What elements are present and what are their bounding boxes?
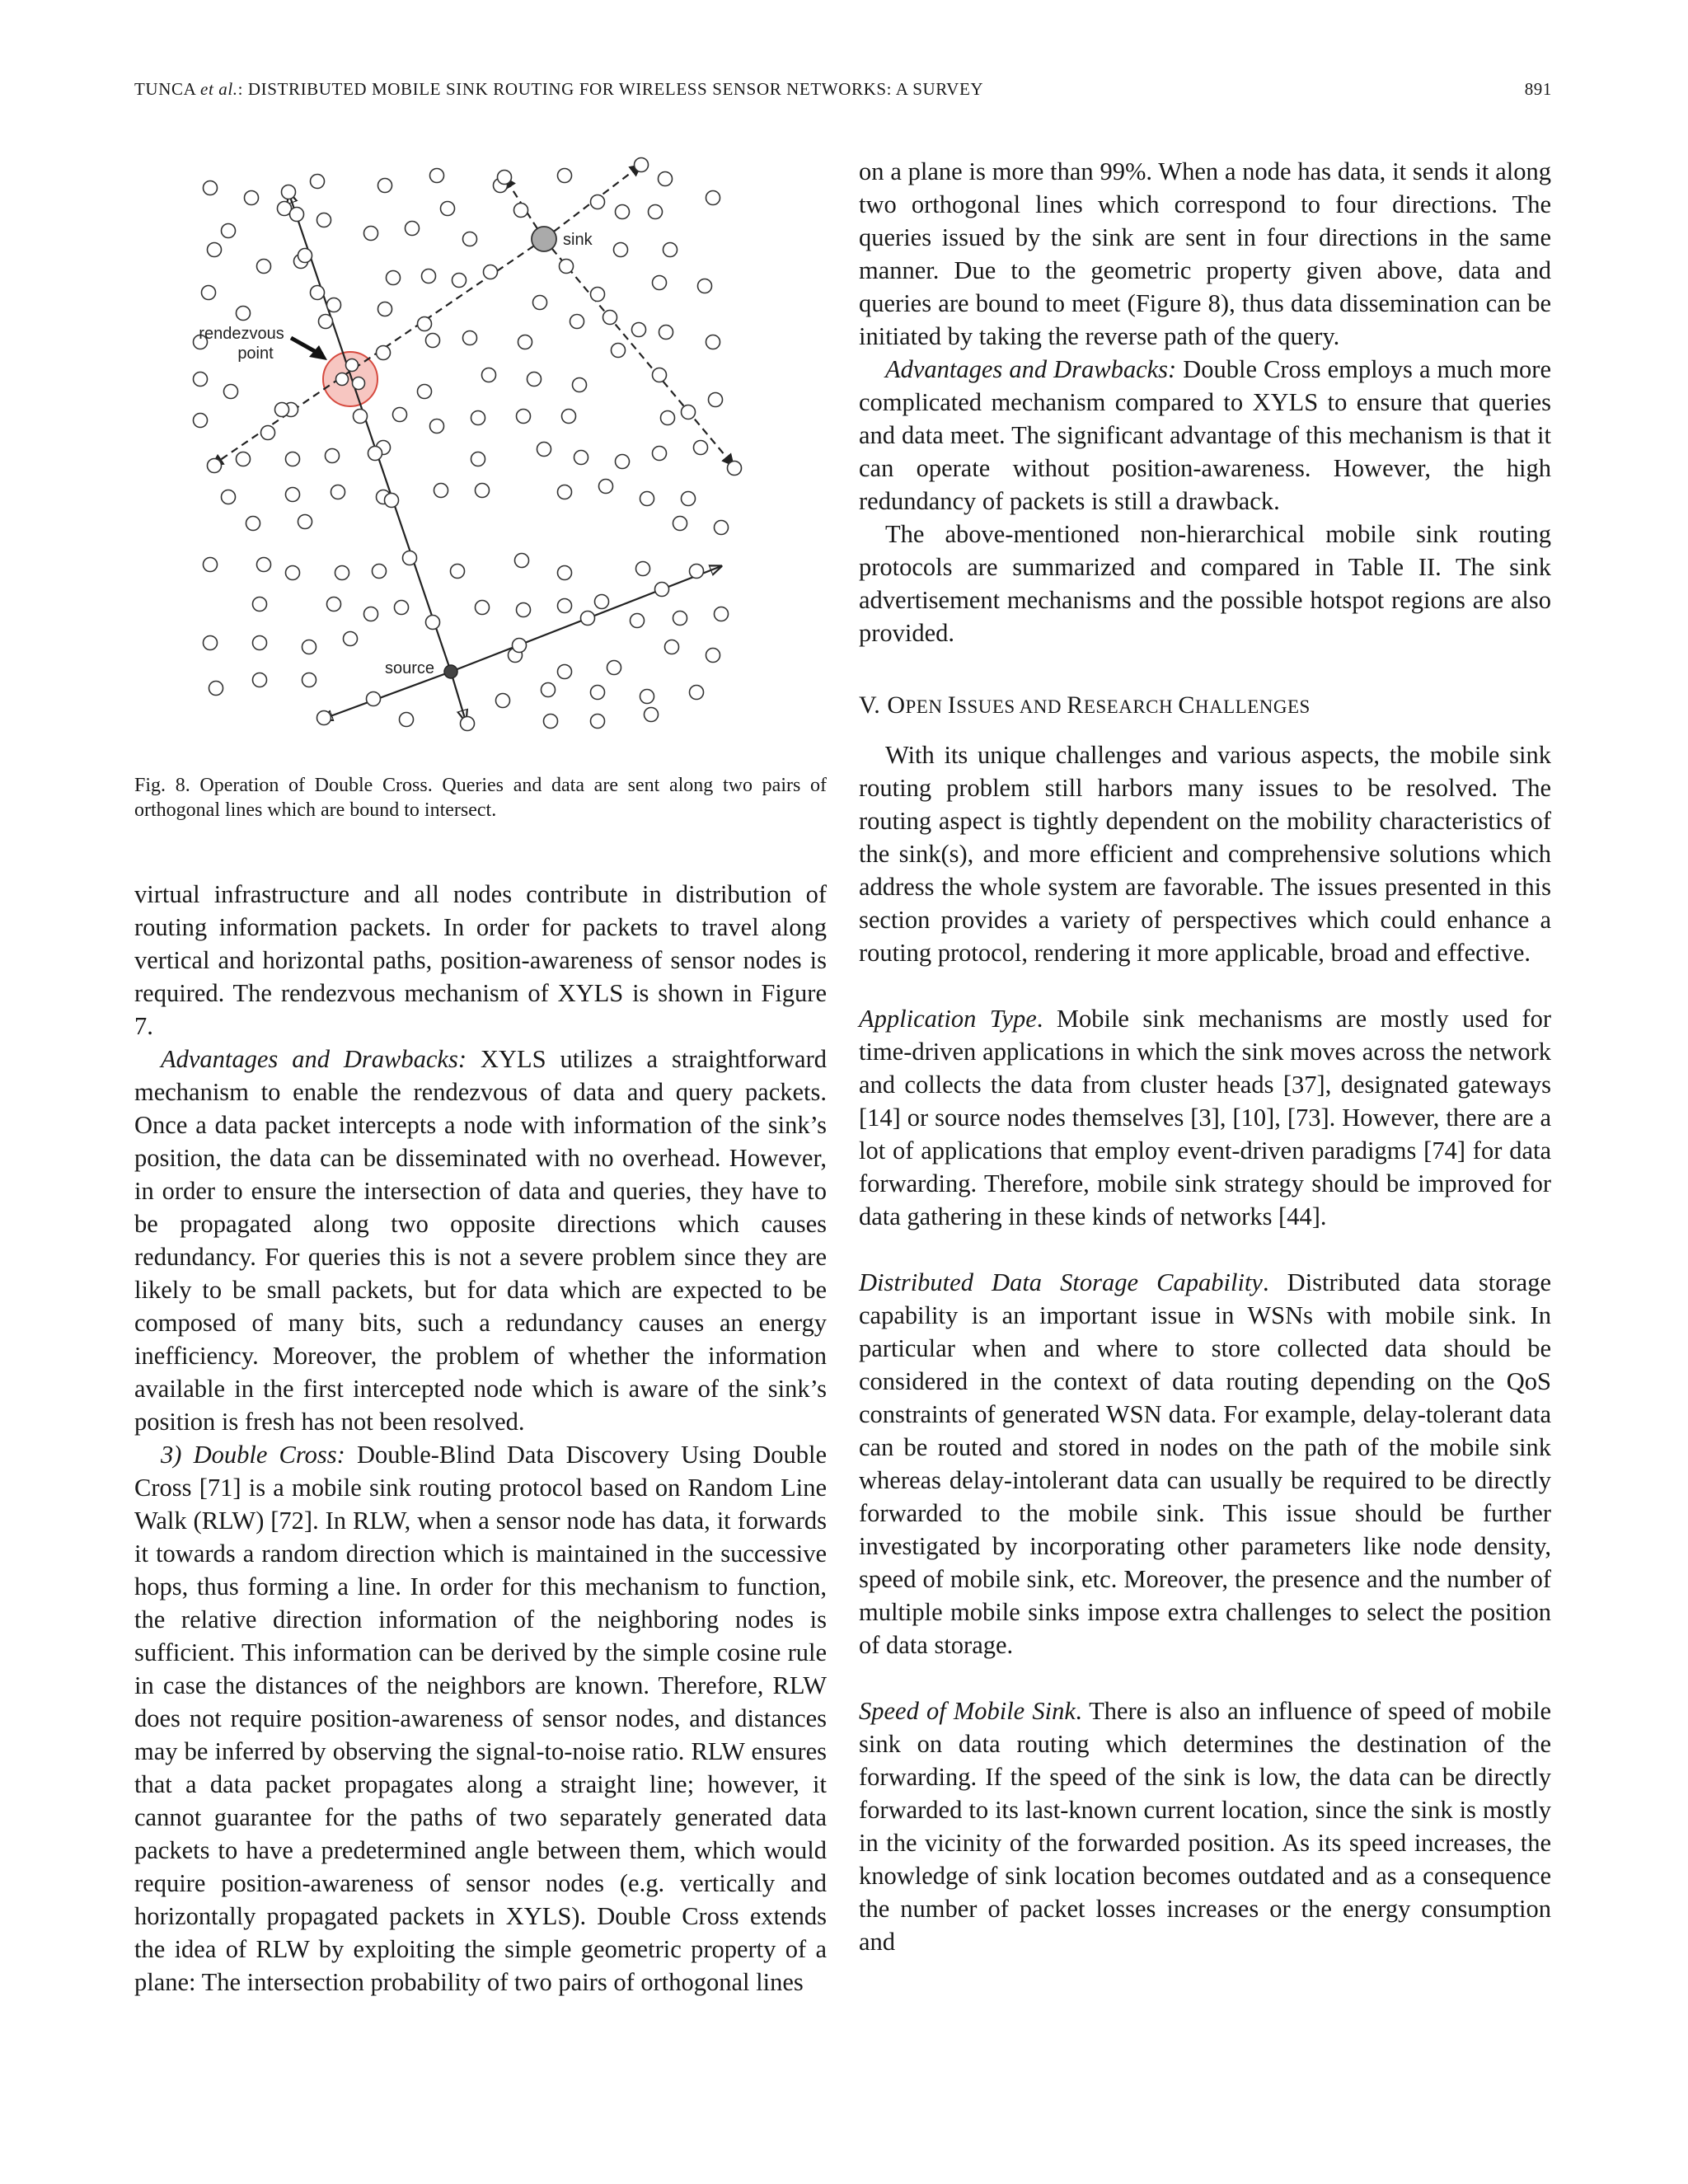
speed-of-sink-heading: Speed of Mobile Sink (859, 1697, 1076, 1725)
sink-node (532, 227, 556, 251)
figure-8 (185, 152, 779, 738)
left-column (134, 878, 827, 1999)
right-paragraph-7 (859, 1694, 1551, 1958)
running-title (134, 79, 983, 100)
double-cross-diagram (185, 152, 779, 738)
sc-rest-4: HALLENGES (1194, 696, 1311, 717)
sensor-nodes (194, 158, 742, 731)
sink-label: sink (563, 231, 593, 249)
data-line-north (288, 192, 451, 672)
left-p2-heading: Advantages and Drawbacks: (161, 1045, 467, 1073)
source-label: source (385, 659, 435, 677)
distributed-storage-heading: Distributed Data Storage Capability (859, 1268, 1263, 1296)
right-p2-body: Double Cross employs a much more complicated mechanism compared to XYLS to ensure that queries and data meet. The significant advantage of this mechanism is that it can operate without position-awareness. However, the high redundancy of packets is still a drawback. (859, 355, 1551, 515)
left-paragraph-2 (134, 1043, 827, 1438)
right-p2-heading: Advantages and Drawbacks: (885, 355, 1177, 383)
right-p7-body: . There is also an influence of speed of mobile sink on data routing which determines the destination of the forwarding. If the speed of the sink is low, the data can be directly forwarded to its last-known current location, since the sink is mostly in the vicinity of the forwarded position. As its speed increases, the knowledge of sink location becomes outdated and as a consequence the number of packet losses increases or the energy consumption and (859, 1697, 1551, 1956)
rendezvous-label-line2: point (237, 344, 274, 363)
right-column (859, 155, 1551, 1958)
left-p3-heading: 3) Double Cross: (161, 1441, 345, 1469)
left-p2-body: XYLS utilizes a straightforward mechanism to enable the rendezvous of data and query packets. Once a data packet intercepts a node with information of the sink’s position, the data can be disseminated with no overhead. However, in order to ensure the intersection of data and queries, they have to be propagated along two opposite directions which causes redundancy. For queries this is not a severe problem since they are likely to be small packets, but for data which are expected to be composed of many bits, such a redundancy causes an energy inefficiency. Moreover, the problem of whether the information available in the first intercepted node which is aware of the sink’s position is fresh has not been resolved. (134, 1045, 827, 1436)
sc-cap-3: R (1067, 691, 1084, 719)
data-line-west (321, 672, 451, 719)
sc-rest-1: PEN (905, 696, 948, 717)
sc-rest-3: ESEARCH (1083, 696, 1179, 717)
right-paragraph-1: on a plane is more than 99%. When a node has data, it sends it along two orthogonal lines which correspond to four directions. The queries issued by the sink are sent in four directions in the same manner. Due to the geometric property given above, data and queries are bound to meet (Figure 8), thus data dissemination can be initiated by taking the reverse path of the query. (859, 157, 1551, 350)
right-paragraph-3: The above-mentioned non-hierarchical mobile sink routing protocols are summarized and compared in Table II. The sink advertisement mechanisms and the possible hotspot regions are also provided. (859, 520, 1551, 647)
right-paragraph-5 (859, 1002, 1551, 1233)
right-p5-body: . Mobile sink mechanisms are mostly used for time-driven applications in which the sink moves across the network and collects the data from cluster heads [37], designated gateways [14] or source nodes themselves [3], [10], [73]. However, there are a lot of applications that employ event-driven paradigms [74] for data forwarding. Therefore, mobile sink strategy should be improved for data gathering in these kinds of networks [44]. (859, 1005, 1552, 1230)
data-line-south (451, 672, 466, 721)
header-title: : DISTRIBUTED MOBILE SINK ROUTING FOR WIRELESS SENSOR NETWORKS: A SURVEY (237, 79, 984, 99)
sc-rest-2: SSUES AND (956, 696, 1067, 717)
left-paragraph-3 (134, 1438, 827, 1999)
header-etal: et al. (200, 79, 238, 99)
sc-cap-2: I (947, 691, 957, 719)
right-paragraph-2 (859, 353, 1551, 518)
left-p3-body: Double-Blind Data Discovery Using Double Cross [71] is a mobile sink routing protocol based on Random Line Walk (RLW) [72]. In RLW, when a sensor node has data, it forwards it towards a random direction which is maintained in the successive hops, thus forming a line. In order for this mechanism to function, the relative direction information of the neighboring nodes is sufficient. This information can be derived by the simple cosine rule in case the distances of the neighbors are known. Therefore, RLW does not require position-awareness of sensor nodes, and distances may be inferred by observing the signal-to-noise ratio. RLW ensures that a data packet propagates along a straight line; however, it cannot guarantee for the paths of two separately generated data packets to have a predetermined angle between them, which would require position-awareness of sensor nodes (e.g. vertically and horizontally propagated packets in XYLS). Double Cross extends the idea of RLW by exploiting the simple geometric property of a plane: The intersection probability of two pairs of orthogonal lines (134, 1441, 827, 1996)
sc-cap-4: C (1178, 691, 1195, 719)
right-paragraph-4: With its unique challenges and various aspects, the mobile sink routing problem still harbors many issues to be resolved. The routing aspect is tightly dependent on the mobility characteristics of the sink(s), and more efficient and comprehensive solutions which address the whole system are favorable. The issues presented in this section provides a variety of perspectives which could enhance a routing protocol, rendering it more applicable, broad and effective. (859, 741, 1551, 967)
left-paragraph-1: virtual infrastructure and all nodes contribute in distribution of routing information packets. In order for packets to travel along vertical and horizontal paths, position-awareness of sensor nodes is required. The rendezvous mechanism of XYLS is shown in Figure 7. (134, 880, 827, 1040)
rendezvous-label-line1: rendezvous (199, 325, 284, 343)
application-type-heading: Application Type (859, 1005, 1037, 1033)
header-authors: TUNCA (134, 79, 201, 99)
figure-caption: Fig. 8. Operation of Double Cross. Queries and data are sent along two pairs of orthogonal lines which are bound to intersect. (134, 775, 827, 821)
source-node (444, 665, 457, 678)
right-p6-body: . Distributed data storage capability is an important issue in WSNs with mobile sink. In particular when and where to store collected data should be considered in the context of data routing depending on the QoS constraints of generated WSN data. For example, delay-tolerant data can be routed and stored in nodes on the path of the mobile sink whereas delay-intolerant data can usually be required to be directly forwarded to the mobile sink. This issue should be further investigated by incorporating other parameters like node density, speed of mobile sink, etc. Moreover, the presence and the number of multiple mobile sinks impose extra challenges to select the position of data storage. (859, 1268, 1551, 1659)
running-header (134, 79, 1552, 104)
sc-cap-1: O (887, 691, 906, 719)
page-number: 891 (1524, 79, 1552, 99)
right-paragraph-6 (859, 1266, 1551, 1661)
query-line-se (544, 239, 734, 466)
section-title (859, 689, 1551, 724)
section-number: V. (859, 691, 888, 719)
